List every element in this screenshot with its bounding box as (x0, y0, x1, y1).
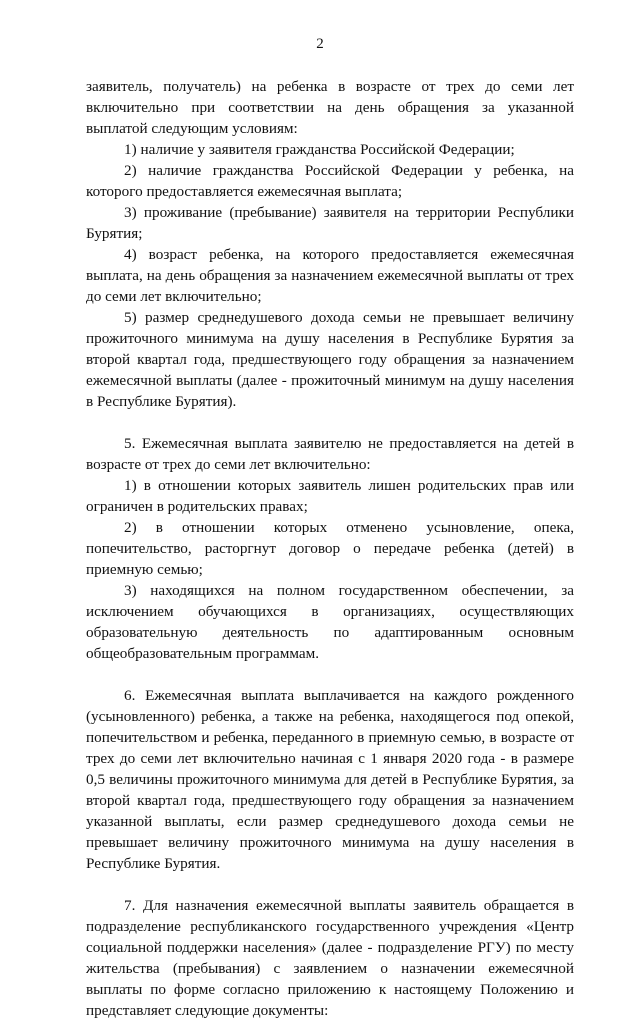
paragraph: 2) наличие гражданства Российской Федерации у ребенка, на которого предоставляется ежемесячная выплата; (86, 162, 574, 200)
paragraph: 5. Ежемесячная выплата заявителю не предоставляется на детей в возрасте от трех до семи лет включительно: (86, 435, 574, 473)
paragraph: 1) наличие у заявителя гражданства Российской Федерации; (124, 141, 515, 158)
paragraph: 3) проживание (пребывание) заявителя на территории Республики Бурятия; (86, 204, 574, 242)
paragraph: заявитель, получатель) на ребенка в возрасте от трех до семи лет включительно при соответствии на день обращения за указанной выплатой следующим условиям: (86, 78, 574, 137)
paragraph: 4) возраст ребенка, на которого предоставляется ежемесячная выплата, на день обращения за назначением ежемесячной выплаты от трех до семи лет включительно; (86, 246, 574, 305)
paragraph-gap (86, 664, 574, 685)
paragraph: 7. Для назначения ежемесячной выплаты заявитель обращается в подразделение республиканского государственного учреждения «Центр социальной поддержки населения» (далее - подразделение РГУ) по месту жительства (пребывания) с заявлением о назначении ежемесячной выплаты по форме согласно приложению к настоящему Положению и представляет следующие документы: (86, 897, 574, 1019)
paragraph: 5) размер среднедушевого дохода семьи не превышает величину прожиточного минимума на душу населения в Республике Бурятия за второй квартал года, предшествующего году обращения за назначением ежемесячной выплаты (далее - прожиточный минимум на душу населения в Республике Бурятия). (86, 309, 574, 410)
paragraph: 3) находящихся на полном государственном обеспечении, за исключением обучающихся в организациях, осуществляющих образовательную деятельность по адаптированным основным общеобразовательным программам. (86, 582, 574, 662)
document-body (86, 76, 574, 1021)
paragraph: 6. Ежемесячная выплата выплачивается на каждого рожденного (усыновленного) ребенка, а также на ребенка, находящегося под опекой, попечительством и ребенка, переданного в приемную семью, в возрасте от трех до семи лет включительно начиная с 1 января 2020 года - в размере 0,5 величины прожиточного минимума для детей в Республике Бурятия, за второй квартал года, предшествующего году обращения за назначением указанной выплаты, если размер среднедушевого дохода семьи не превышает величину прожиточного минимума на душу населения в Республике Бурятия. (86, 687, 574, 872)
paragraph: 2) в отношении которых отменено усыновление, опека, попечительство, расторгнут договор о передаче ребенка (детей) в приемную семью; (86, 519, 574, 578)
page-number: 2 (316, 36, 324, 52)
paragraph-gap (86, 412, 574, 433)
paragraph-gap (86, 874, 574, 895)
paragraph: 1) в отношении которых заявитель лишен родительских прав или ограничен в родительских правах; (86, 477, 574, 515)
